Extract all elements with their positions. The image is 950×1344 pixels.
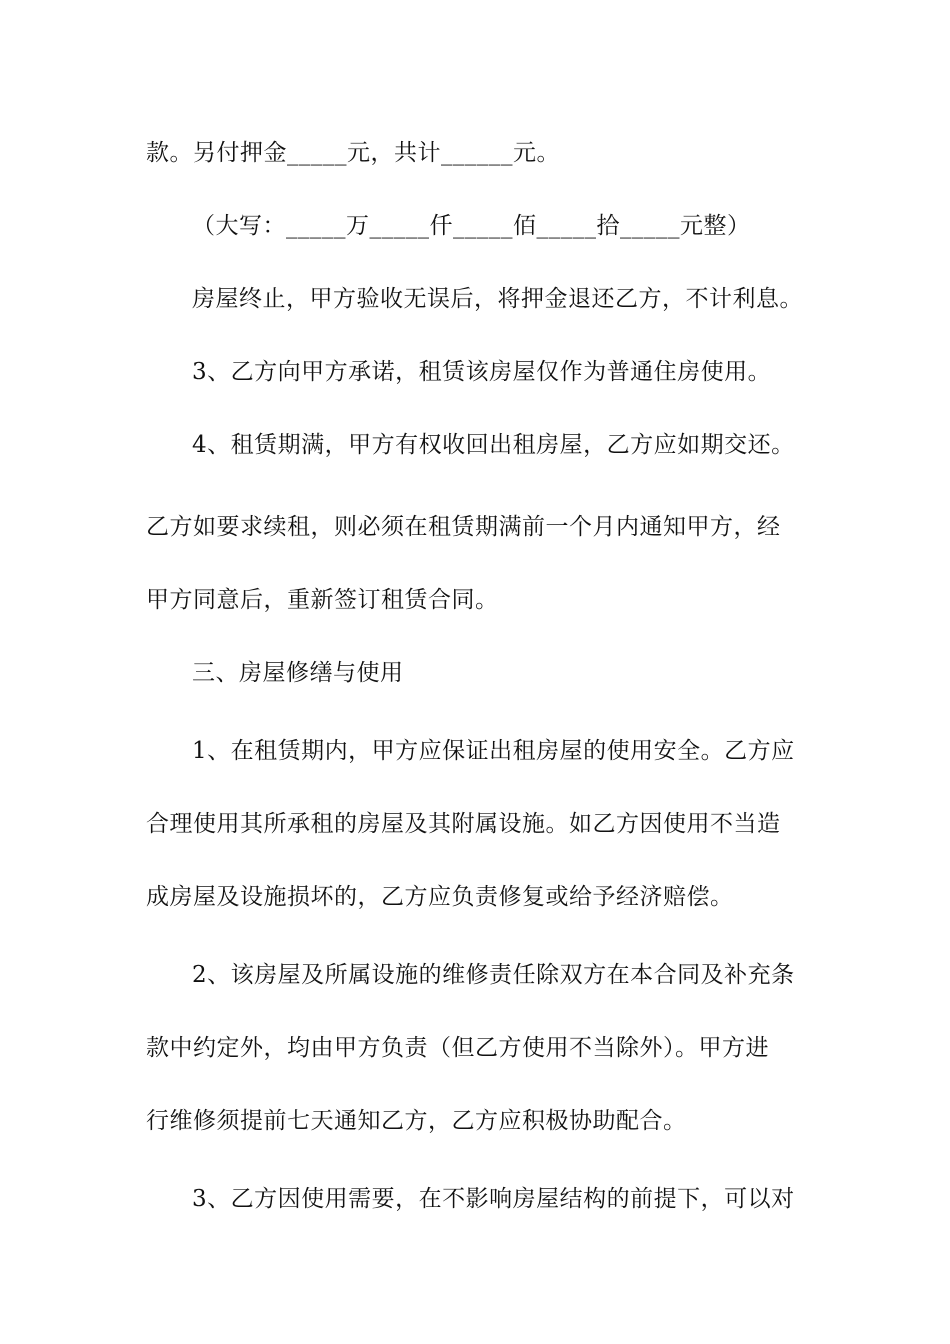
text-line: 3、乙方因使用需要，在不影响房屋结构的前提下，可以对 [192,1186,795,1212]
section-heading: 三、房屋修缮与使用 [192,660,404,686]
text-line: 款。另付押金_____元，共计______元。 [146,140,560,166]
text-line: 乙方如要求续租，则必须在租赁期满前一个月内通知甲方，经 [146,514,781,540]
text-line: 款中约定外，均由甲方负责（但乙方使用不当除外）。甲方进 [146,1035,769,1061]
text-line: 房屋终止，甲方验收无误后，将押金退还乙方，不计利息。 [192,286,803,312]
text-line: 行维修须提前七天通知乙方，乙方应积极协助配合。 [146,1108,687,1134]
text-line: 3、乙方向甲方承诺，租赁该房屋仅作为普通住房使用。 [192,359,772,385]
text-line: 甲方同意后，重新签订租赁合同。 [146,587,499,613]
text-line: 成房屋及设施损坏的，乙方应负责修复或给予经济赔偿。 [146,884,734,910]
text-line: 1、在租赁期内，甲方应保证出租房屋的使用安全。乙方应 [192,738,795,764]
text-line: 4、租赁期满，甲方有权收回出租房屋，乙方应如期交还。 [192,432,795,458]
text-line: 2、该房屋及所属设施的维修责任除双方在本合同及补充条 [192,962,795,988]
text-line: 合理使用其所承租的房屋及其附属设施。如乙方因使用不当造 [146,811,781,837]
text-line: （大写：_____万_____仟_____佰_____拾_____元整） [192,213,751,239]
